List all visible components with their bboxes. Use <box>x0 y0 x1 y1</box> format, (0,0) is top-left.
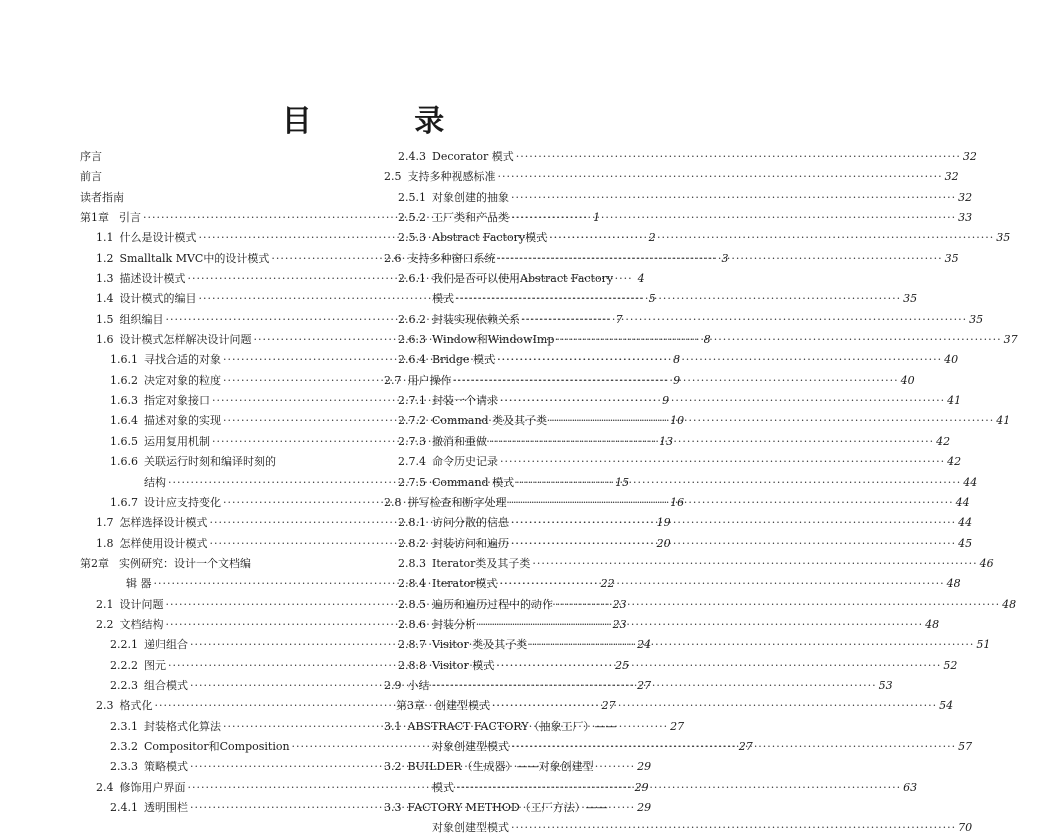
toc-entry-number: 2.4.1 <box>110 801 138 814</box>
toc-leader-dots <box>516 473 961 493</box>
toc-entry-title: Visitor 类及其子类 <box>432 638 528 652</box>
toc-entry-page: 32 <box>962 150 977 163</box>
toc-entry <box>382 208 973 228</box>
toc-entry-page: 57 <box>958 739 973 753</box>
toc-entry-title: 图元 <box>144 658 166 672</box>
toc-entry-title: 文档结构 <box>119 617 164 631</box>
toc-entry-page: 23 <box>612 617 627 631</box>
toc-entry-number: 2.5.1 <box>398 190 426 204</box>
toc-entry-number: 2.7.4 <box>398 455 426 469</box>
toc-entry-page: 32 <box>958 190 973 204</box>
toc-leader-dots <box>529 635 974 655</box>
toc-entry <box>382 818 973 838</box>
toc-entry-number: 2.5 <box>384 170 402 184</box>
toc-entry-title: 决定对象的粒度 <box>144 373 221 387</box>
toc-entry-title: 寻找合适的对象 <box>144 353 221 367</box>
toc-entry <box>80 289 656 309</box>
toc-leader-dots <box>522 310 967 330</box>
toc-entry-page: 8 <box>673 353 681 367</box>
toc-entry-title: 拼写检查和断字处理 <box>407 495 507 509</box>
toc-entry-title: 封装一个请求 <box>432 394 498 408</box>
toc-leader-dots <box>499 574 944 594</box>
toc-entry-number: 2.8.6 <box>398 617 426 631</box>
toc-entry-title: 模式 <box>432 780 454 794</box>
toc-entry-title: Abstract Factory模式 <box>432 231 548 245</box>
toc-entry <box>382 269 634 289</box>
toc-entry-page: 4 <box>637 272 645 286</box>
toc-entry-page: 3 <box>721 251 729 265</box>
toc-entry-title: Command 模式 <box>432 475 515 489</box>
toc-entry-title: 怎样使用设计模式 <box>119 536 208 550</box>
toc-entry-page: 22 <box>600 577 615 591</box>
toc-leader-dots <box>498 249 943 269</box>
toc-entry-title: Iterator模式 <box>432 577 498 591</box>
toc-leader-dots <box>516 147 961 167</box>
toc-entry-page: 35 <box>944 251 959 265</box>
toc-entry-page: 54 <box>939 699 954 713</box>
toc-entry-title: 撤消和重做 <box>432 434 487 448</box>
toc-entry-title: 工厂类和产品类 <box>432 211 509 225</box>
toc-entry-number: 2.8.4 <box>398 577 426 591</box>
toc-entry <box>382 696 954 716</box>
toc-entry-page: 9 <box>662 394 670 408</box>
toc-entry <box>382 371 915 391</box>
toc-entry-page: 44 <box>955 495 970 509</box>
toc-leader-dots <box>489 432 934 452</box>
toc-entry-title: 什么是设计模式 <box>119 231 197 245</box>
toc-entry-page: 29 <box>634 780 649 794</box>
toc-entry <box>382 615 940 635</box>
toc-entry-number: 2.2.2 <box>110 658 138 672</box>
toc-entry-title: Window和WindowImp <box>432 333 555 347</box>
toc-entry <box>80 452 348 472</box>
toc-entry <box>382 330 1018 350</box>
toc-leader-dots <box>511 534 956 554</box>
toc-leader-dots <box>497 350 942 370</box>
toc-entry <box>382 574 961 594</box>
toc-entry <box>382 289 918 309</box>
toc-entry <box>382 188 973 208</box>
toc-entry-page: 27 <box>637 678 652 692</box>
toc-leader-dots <box>511 818 956 838</box>
toc-entry-page: 41 <box>947 394 962 408</box>
toc-entry-title: 实例研究：设计一个文档编 <box>119 556 251 570</box>
toc-entry <box>382 249 959 269</box>
toc-entry-page: 29 <box>637 801 652 814</box>
toc-entry-page: 33 <box>958 211 973 225</box>
toc-entry-number: 2.8.2 <box>398 536 426 550</box>
toc-entry-title: Visitor 模式 <box>432 658 495 672</box>
toc-entry-number: 2.7 <box>384 373 402 387</box>
toc-entry-title: 格式化 <box>119 699 153 713</box>
toc-entry-number: 前言 <box>80 170 102 184</box>
toc-entry-page: 48 <box>925 617 940 631</box>
toc-entry <box>382 452 962 472</box>
toc-leader-dots <box>454 371 899 391</box>
toc-entry-number: 2.3.2 <box>110 739 138 753</box>
toc-entry-number: 读者指南 <box>80 190 124 204</box>
toc-entry-page: 42 <box>947 455 962 469</box>
toc-entry-number: 2.8.1 <box>398 516 426 530</box>
toc-entry-number: 1.6.6 <box>110 455 138 469</box>
toc-entry-title: 设计模式的编目 <box>119 292 197 306</box>
toc-leader-dots <box>456 289 901 309</box>
toc-entry-number: 2.8.5 <box>398 597 426 611</box>
toc-entry-title: 支持多种视感标准 <box>407 170 496 184</box>
toc-entry-page: 1 <box>593 211 601 225</box>
toc-entry-title: 封装格式化算法 <box>144 719 221 733</box>
toc-entry-page: 35 <box>903 292 918 306</box>
toc-entry-number: 2.6.3 <box>398 333 426 347</box>
toc-entry-number: 2.5.2 <box>398 211 426 225</box>
toc-entry-number: 1.3 <box>96 272 114 286</box>
toc-entry-title: ABSTRACT FACTORY（抽象工厂）—— <box>407 719 617 733</box>
toc-entry-number: 1.6.4 <box>110 414 138 428</box>
toc-entry-number: 3.2 <box>384 760 402 774</box>
toc-entry-title: 小结 <box>407 678 430 692</box>
toc-entry <box>382 595 1017 615</box>
toc-leader-dots <box>500 452 945 472</box>
toc-entry-number: 2.6 <box>384 251 402 265</box>
toc-leader-dots <box>549 411 994 431</box>
toc-entry-page: 52 <box>943 658 958 672</box>
toc-entry-number: 1.6.1 <box>110 353 138 367</box>
toc-entry-number: 1.1 <box>96 231 114 245</box>
toc-entry-title: 设计问题 <box>119 597 164 611</box>
toc-entry-title: 描述设计模式 <box>119 272 186 286</box>
toc-entry-number: 1.2 <box>96 251 114 265</box>
toc-entry-page: 44 <box>958 516 973 530</box>
toc-entry-number: 1.5 <box>96 312 114 326</box>
toc-entry-page: 40 <box>900 373 915 387</box>
toc-entry-title: 封装分析 <box>432 617 476 631</box>
toc-entry-page: 7 <box>615 312 623 326</box>
toc-entry-number: 2.6.4 <box>398 353 426 367</box>
toc-entry-title: 封装访问和遍历 <box>432 536 509 550</box>
toc-entry-title: 对象创建型模式 <box>432 821 509 835</box>
toc-entry-number: 2.5.3 <box>398 231 426 245</box>
toc-entry-number: 2.3.1 <box>110 719 138 733</box>
toc-entry-page: 51 <box>976 638 991 652</box>
toc-entry-page: 25 <box>615 658 630 672</box>
toc-leader-dots <box>511 188 956 208</box>
toc-entry-number: 2.7.3 <box>398 434 426 448</box>
toc-entry-number: 1.7 <box>96 516 114 530</box>
toc-leader-dots <box>532 554 977 574</box>
toc-entry-page: 27 <box>738 739 753 753</box>
toc-entry-page: 10 <box>670 414 685 428</box>
toc-entry-number: 3.1 <box>384 719 402 733</box>
toc-entry-title: 对象创建的抽象 <box>432 190 509 204</box>
toc-leader-dots <box>492 696 937 716</box>
toc-entry-title: 指定对象接口 <box>144 394 210 408</box>
toc-entry-title: 组织编目 <box>119 312 164 326</box>
toc-entry-page: 20 <box>656 536 671 550</box>
toc-entry-page: 48 <box>946 577 961 591</box>
toc-entry-page: 35 <box>969 312 984 326</box>
toc-entry-title: FACTORY METHOD（工厂方法）—— <box>407 801 608 814</box>
toc-entry-page: 13 <box>659 434 674 448</box>
toc-entry-page: 15 <box>615 475 630 489</box>
toc-entry <box>382 350 959 370</box>
toc-entry <box>382 717 634 737</box>
toc-entry-number: 2.4 <box>96 780 114 794</box>
toc-entry-title: 对象创建型模式 <box>432 739 509 753</box>
toc-entry-page: 16 <box>670 495 685 509</box>
toc-entry-page: 32 <box>944 170 959 184</box>
toc-entry-title: Command 类及其子类 <box>432 414 548 428</box>
toc-entry-title: Decorator 模式 <box>432 150 514 163</box>
toc-entry-title: 透明围栏 <box>144 801 188 814</box>
toc-entry-page: 2 <box>648 231 656 245</box>
toc-entry-title: 封装实现依赖关系 <box>432 312 520 326</box>
toc-entry <box>382 656 958 676</box>
toc-entry-number: 1.4 <box>96 292 114 306</box>
toc-entry-title: Bridge 模式 <box>432 353 495 367</box>
toc-entry-title: 辑 器 <box>126 577 152 591</box>
toc-entry-page: 53 <box>878 678 893 692</box>
toc-entry-number: 3.3 <box>384 801 402 814</box>
toc-entry-number: 2.7.2 <box>398 414 426 428</box>
toc-entry <box>382 473 978 493</box>
toc-entry <box>80 167 348 187</box>
toc-entry-title: 关联运行时刻和编译时刻的 <box>144 455 276 469</box>
toc-entry-page: 9 <box>673 373 681 387</box>
toc-entry-title: BUILDER（生成器）——对象创建型 <box>407 760 594 774</box>
toc-leader-dots <box>478 615 923 635</box>
toc-leader-dots <box>549 228 994 248</box>
toc-entry-page: 27 <box>670 719 685 733</box>
toc-entry-title: 修饰用户界面 <box>119 780 186 794</box>
toc-entry-number: 2.8 <box>384 495 402 509</box>
toc-entry-title: 描述对象的实现 <box>144 414 221 428</box>
toc-entry-title: 创建型模式 <box>435 699 490 713</box>
toc-leader-dots <box>432 676 877 696</box>
toc-entry-page: 40 <box>944 353 959 367</box>
toc-entry-number: 1.6 <box>96 333 114 347</box>
toc-entry <box>382 798 634 818</box>
toc-entry-page: 24 <box>637 638 652 652</box>
toc-entry-title: 怎样选择设计模式 <box>119 516 208 530</box>
toc-leader-dots <box>496 656 941 676</box>
toc-entry-number: 2.9 <box>384 678 402 692</box>
toc-entry-page: 5 <box>648 292 656 306</box>
toc-entry-page: 63 <box>903 780 918 794</box>
toc-entry-number: 2.3.3 <box>110 760 138 774</box>
toc-entry-title: 设计应支持变化 <box>144 495 221 509</box>
toc-entry-number: 第2章 <box>80 556 109 570</box>
toc-entry-title: 用户操作 <box>407 373 452 387</box>
toc-entry <box>382 167 959 187</box>
toc-entry <box>80 188 348 208</box>
toc-entry-title: Compositor和Composition <box>144 739 290 753</box>
toc-entry-number: 2.2 <box>96 617 114 631</box>
toc-leader-dots <box>498 167 943 187</box>
toc-entry-title: 组合模式 <box>144 678 188 692</box>
toc-entry-title: 结构 <box>144 475 166 489</box>
toc-entry-number: 2.8.8 <box>398 658 426 672</box>
toc-entry-number: 2.7.5 <box>398 475 426 489</box>
toc-entry-title: 递归组合 <box>144 638 188 652</box>
toc-entry-page: 44 <box>963 475 978 489</box>
toc-entry <box>382 228 1011 248</box>
toc-entry-number: 2.6.2 <box>398 312 426 326</box>
toc-entry-title: 模式 <box>432 292 454 306</box>
toc-entry <box>382 391 962 411</box>
toc-entry-number: 2.4.3 <box>398 150 426 163</box>
toc-entry-page: 29 <box>637 760 652 774</box>
toc-entry-title: 设计模式怎样解决设计问题 <box>119 333 252 347</box>
toc-entry <box>382 554 994 574</box>
toc-leader-dots <box>556 330 1001 350</box>
toc-entry-page: 27 <box>601 699 616 713</box>
toc-leader-dots <box>511 208 956 228</box>
toc-entry <box>382 757 634 777</box>
toc-entry-page: 42 <box>936 434 951 448</box>
toc-leader-dots <box>509 493 954 513</box>
toc-entry-title: 运用复用机制 <box>144 434 210 448</box>
toc-entry-number: 1.8 <box>96 536 114 550</box>
toc-leader-dots <box>511 737 956 757</box>
toc-entry-number: 2.7.1 <box>398 394 426 408</box>
toc-entry-title: 策略模式 <box>144 760 188 774</box>
toc-leader-dots <box>511 513 956 533</box>
toc-entry-page: 46 <box>979 556 994 570</box>
toc-entry-number: 2.2.3 <box>110 678 138 692</box>
toc-leader-dots <box>500 391 945 411</box>
toc-entry-number: 2.3 <box>96 699 114 713</box>
toc-entry-number: 1.6.3 <box>110 394 138 408</box>
toc-entry-title: 我们是否可以使用Abstract Factory <box>432 272 614 286</box>
toc-entry <box>382 147 977 167</box>
toc-leader-dots <box>555 595 1000 615</box>
page-title: 目 录 <box>281 104 491 139</box>
toc-entry-number: 2.6.1 <box>398 272 426 286</box>
toc-entry-page: 19 <box>656 516 671 530</box>
toc-entry-page: 48 <box>1002 597 1017 611</box>
toc-entry-page: 8 <box>703 333 711 347</box>
toc-entry-number: 2.2.1 <box>110 638 138 652</box>
toc-entry-title: Smalltalk MVC中的设计模式 <box>119 251 270 265</box>
toc-entry-page: 37 <box>1003 333 1018 347</box>
toc-entry-page: 23 <box>612 597 627 611</box>
toc-entry-title: 命令历史记录 <box>432 455 498 469</box>
toc-entry-title: 遍历和遍历过程中的动作 <box>432 597 553 611</box>
toc-entry-page: 70 <box>958 821 973 835</box>
toc-entry-title: Iterator类及其子类 <box>432 556 531 570</box>
toc-entry-number: 第1章 <box>80 211 109 225</box>
toc-entry-number: 2.8.7 <box>398 638 426 652</box>
toc-entry-page: 41 <box>996 414 1011 428</box>
toc-entry-number: 2.1 <box>96 597 114 611</box>
toc-entry-title: 引言 <box>119 211 141 225</box>
toc-leader-dots <box>456 778 901 798</box>
toc-entry-page: 45 <box>958 536 973 550</box>
toc-entry <box>80 147 348 167</box>
toc-entry <box>80 554 348 574</box>
toc-entry-number: 1.6.5 <box>110 434 138 448</box>
toc-entry <box>382 310 984 330</box>
toc-entry-number: 1.6.7 <box>110 495 138 509</box>
toc-entry-number: 1.6.2 <box>110 373 138 387</box>
toc-entry-title: 支持多种窗口系统 <box>407 251 496 265</box>
toc-entry-title: 访问分散的信息 <box>432 516 509 530</box>
toc-entry-page: 35 <box>996 231 1011 245</box>
toc-entry-number: 2.8.3 <box>398 556 426 570</box>
toc-entry-number: 序言 <box>80 150 102 163</box>
toc-entry-number: 第3章 <box>396 699 425 713</box>
